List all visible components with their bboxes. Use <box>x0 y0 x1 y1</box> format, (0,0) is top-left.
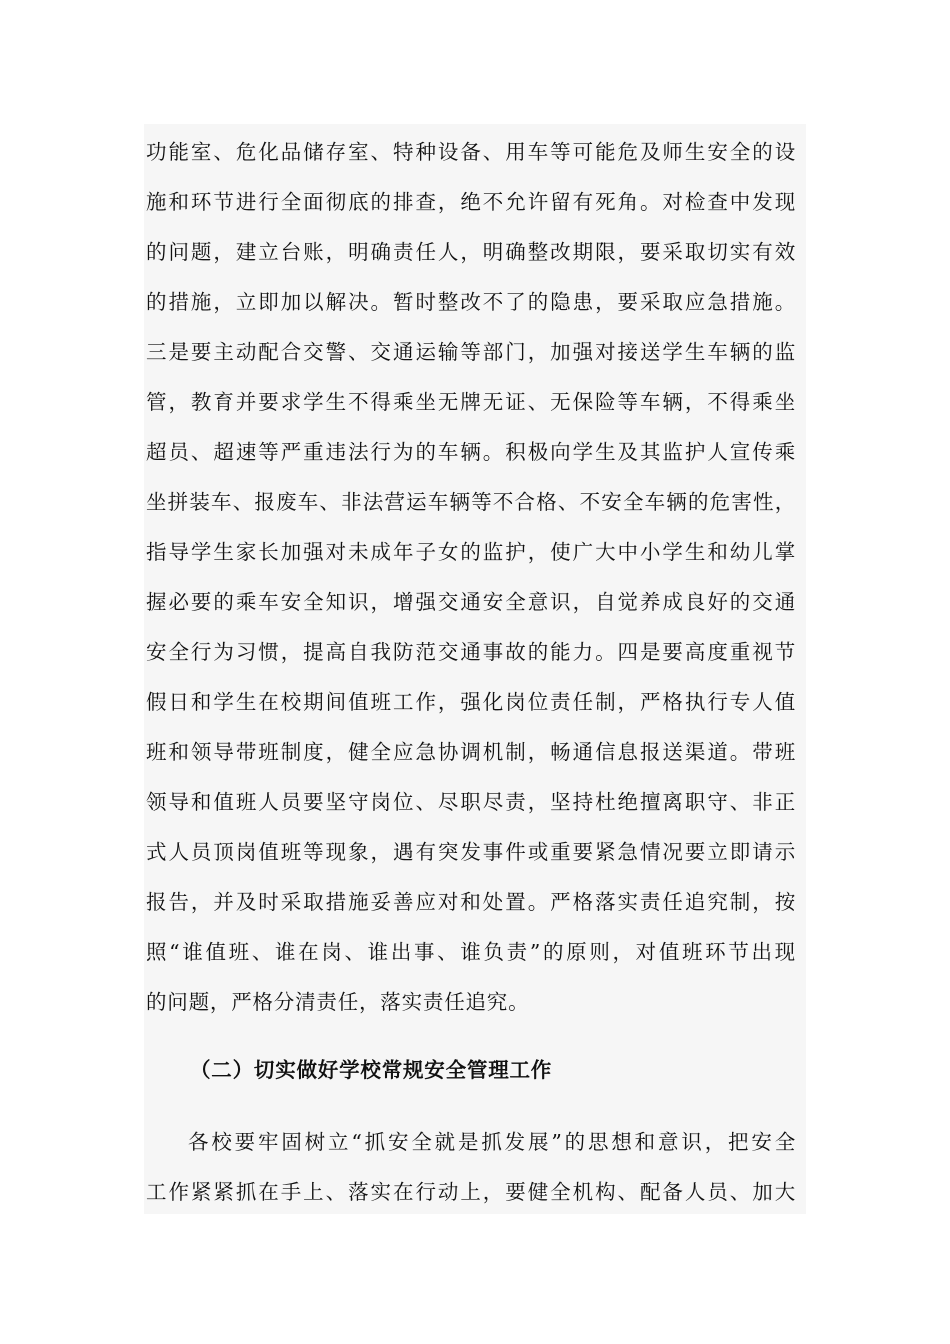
section-line: 各校要牢固树立“抓安全就是抓发展”的思想和意识，把安全 <box>188 1130 796 1154</box>
body-line: 班和领导带班制度，健全应急协调机制，畅通信息报送渠道。带班 <box>146 740 796 764</box>
body-line: 超员、超速等严重违法行为的车辆。积极向学生及其监护人宣传乘 <box>146 440 796 464</box>
body-line: 的问题，严格分清责任，落实责任追究。 <box>146 990 530 1014</box>
body-line: 功能室、危化品储存室、特种设备、用车等可能危及师生安全的设 <box>146 140 796 164</box>
body-line: 安全行为习惯，提高自我防范交通事故的能力。四是要高度重视节 <box>146 640 796 664</box>
body-line: 的措施，立即加以解决。暂时整改不了的隐患，要采取应急措施。 <box>146 290 796 314</box>
body-line: 施和环节进行全面彻底的排查，绝不允许留有死角。对检查中发现 <box>146 190 796 214</box>
body-line: 报告，并及时采取措施妥善应对和处置。严格落实责任追究制，按 <box>146 890 796 914</box>
body-line: 指导学生家长加强对未成年子女的监护，使广大中小学生和幼儿掌 <box>146 540 796 564</box>
body-line: 管，教育并要求学生不得乘坐无牌无证、无保险等车辆，不得乘坐 <box>146 390 796 414</box>
body-line: 式人员顶岗值班等现象，遇有突发事件或重要紧急情况要立即请示 <box>146 840 796 864</box>
body-line: 领导和值班人员要坚守岗位、尽职尽责，坚持杜绝擅离职守、非正 <box>146 790 796 814</box>
body-line: 的问题，建立台账，明确责任人，明确整改期限，要采取切实有效 <box>146 240 796 264</box>
section-line: 工作紧紧抓在手上、落实在行动上，要健全机构、配备人员、加大 <box>146 1180 796 1204</box>
body-line: 照“谁值班、谁在岗、谁出事、谁负责”的原则，对值班环节出现 <box>146 940 796 964</box>
body-line: 三是要主动配合交警、交通运输等部门，加强对接送学生车辆的监 <box>146 340 796 364</box>
body-line: 坐拼装车、报废车、非法营运车辆等不合格、不安全车辆的危害性， <box>146 490 796 514</box>
body-line: 握必要的乘车安全知识，增强交通安全意识，自觉养成良好的交通 <box>146 590 796 614</box>
section-heading: （二）切实做好学校常规安全管理工作 <box>190 1058 553 1082</box>
body-line: 假日和学生在校期间值班工作，强化岗位责任制，严格执行专人值 <box>146 690 796 714</box>
